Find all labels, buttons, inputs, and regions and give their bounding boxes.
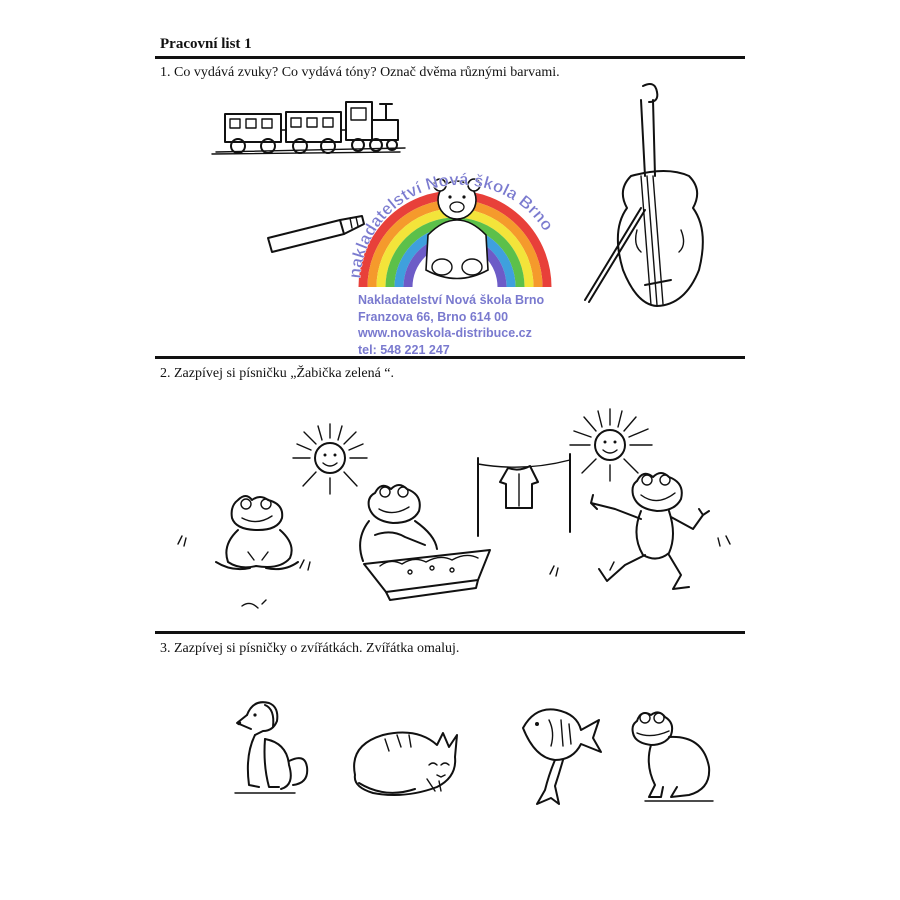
page-title: Pracovní list 1 <box>160 36 252 52</box>
fish-icon <box>515 700 605 810</box>
publisher-website: www.novaskola-distribuce.cz <box>358 326 532 340</box>
divider <box>155 356 745 359</box>
watermark-arc-text <box>330 150 590 300</box>
watermark-arc-label: nakladatelství Nová škola Brno <box>345 169 558 280</box>
task-1-instruction: 1. Co vydává zvuky? Co vydává tóny? Označ dvěma různými barvami. <box>160 65 560 80</box>
publisher-name: Nakladatelství Nová škola Brno <box>358 293 545 307</box>
divider <box>155 631 745 634</box>
divider <box>155 56 745 59</box>
publisher-address: Franzova 66, Brno 614 00 <box>358 309 509 324</box>
grass-strokes <box>170 530 730 620</box>
task-3-instruction: 3. Zazpívej si písničky o zvířátkách. Zvířátka omaluj. <box>160 641 460 656</box>
publisher-contact <box>358 292 544 358</box>
dog-icon <box>225 695 315 805</box>
svg-text:nakladatelství Nová škola Brno <box>345 170 557 279</box>
publisher-phone: tel: 548 221 247 <box>358 342 450 357</box>
task-2-instruction: 2. Zazpívej si písničku „Žabička zelená “. <box>160 366 395 381</box>
cat-icon <box>345 725 465 805</box>
frog-icon <box>625 705 720 805</box>
double-bass-icon <box>575 80 725 320</box>
